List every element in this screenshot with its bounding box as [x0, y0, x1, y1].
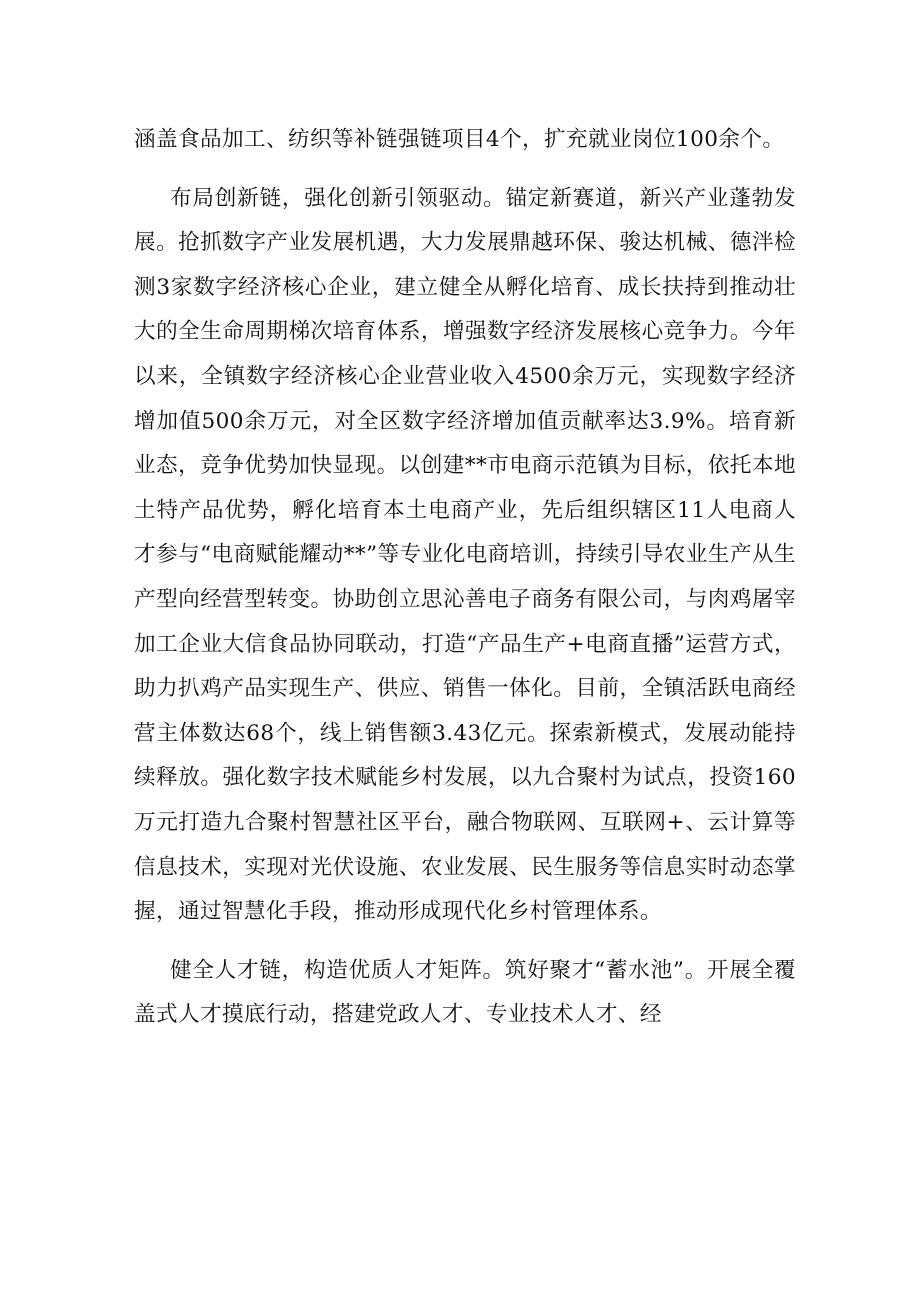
paragraph-continuation: 涵盖食品加工、纺织等补链强链项目4个，扩充就业岗位100余个。	[134, 127, 785, 152]
paragraph-innovation-chain: 布局创新链，强化创新引领驱动。锚定新赛道，新兴产业蓬勃发展。抢抓数字产业发展机遇，大力发展鼎越环保、骏达机械、德泮检测3家数字经济核心企业，建立健全从孵化培育、成长扶持到推动壮大的全生命周期梯次培育体系，增强数字经济发展核心竞争力。今年以来，全镇数字经济核心企业营业收入4500余万元，实现数字经济增加值500余万元，对全区数字经济增加值贡献率达3.9%。培育新业态，竞争优势加快显现。以创建**市电商示范镇为目标，依托本地土特产品优势，孵化培育本土电商产业，先后组织辖区11人电商人才参与“电商赋能耀动**”等专业化电商培训，持续引导农业生产从生产型向经营型转变。协助创立思沁善电子商务有限公司，与肉鸡屠宰加工企业大信食品协同联动，打造“产品生产+电商直播”运营方式，助力扒鸡产品实现生产、供应、销售一体化。目前，全镇活跃电商经营主体数达68个，线上销售额3.43亿元。探索新模式，发展动能持续释放。强化数字技术赋能乡村发展，以九合聚村为试点，投资160万元打造九合聚村智慧社区平台，融合物联网、互联网+、云计算等信息技术，实现对光伏设施、农业发展、民生服务等信息实时动态掌握，通过智慧化手段，推动形成现代化乡村管理体系。	[134, 185, 796, 925]
paragraph-talent-chain: 健全人才链，构造优质人才矩阵。筑好聚才“蓄水池”。开展全覆盖式人才摸底行动，搭建党政人才、专业技术人才、经	[134, 957, 796, 1028]
